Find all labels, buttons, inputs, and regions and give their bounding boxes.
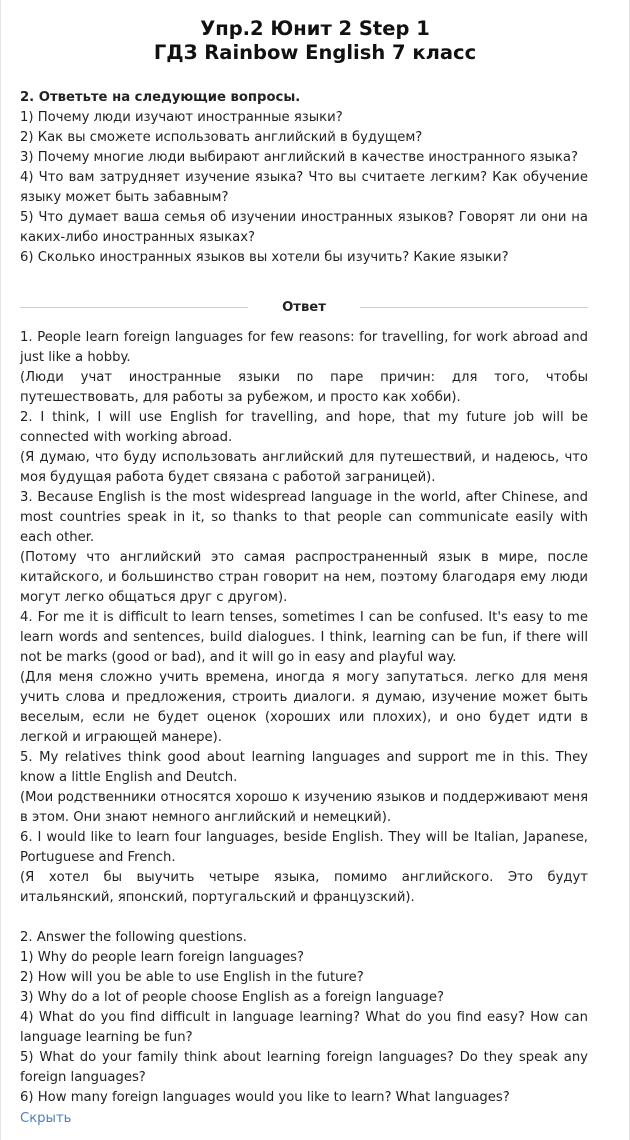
title-line-2: ГДЗ Rainbow English 7 класс xyxy=(153,41,477,64)
answer-translation: (Люди учат иностранные языки по паре причин: для того, чтобы путешествовать, для работы за рубежом, и просто как хобби). xyxy=(20,370,588,405)
question-ru-item: 5) Что думает ваша семья об изучении иностранных языков? Говорят ли они на каких-либо иностранных языках? xyxy=(20,210,588,245)
question-ru-item: 3) Почему многие люди выбирают английский в качестве иностранного языка? xyxy=(20,150,578,165)
answer-translation: (Мои родственники относятся хорошо к изучению языков и поддерживают меня в этом. Они знают немного английский и немецкий). xyxy=(20,790,588,825)
questions-ru-heading: 2. Ответьте на следующие вопросы. xyxy=(20,90,301,105)
question-ru-item: 4) Что вам затрудняет изучение языка? Что вы считаете легким? Как обучение языку может быть забавным? xyxy=(20,170,588,205)
question-ru-item: 1) Почему люди изучают иностранные языки? xyxy=(20,110,343,125)
question-en-item: 3) Why do a lot of people choose English as a foreign language? xyxy=(20,990,445,1005)
questions-ru-section xyxy=(20,88,588,268)
answer-translation: (Я хотел бы выучить четыре языка, помимо английского. Это будут итальянский, японский, португальский и французский). xyxy=(20,870,588,905)
answer-section xyxy=(20,328,588,908)
question-en-item: 6) How many foreign languages would you like to learn? What languages? xyxy=(20,1090,510,1105)
title-line-1: Упр.2 Юнит 2 Step 1 xyxy=(200,17,430,40)
question-en-item: 1) Why do people learn foreign languages? xyxy=(20,950,305,965)
answer-paragraph: 6. I would like to learn four languages, beside English. They will be Italian, Japanese, Portuguese and French. xyxy=(20,830,588,865)
answer-paragraph: 2. I think, I will use English for travelling, and hope, that my future job will be connected with working abroad. xyxy=(20,410,588,445)
question-en-item: 5) What do your family think about learning foreign languages? Do they speak any foreign languages? xyxy=(20,1050,588,1085)
answer-divider xyxy=(20,298,588,318)
questions-en-section xyxy=(20,928,588,1108)
answer-paragraph: 4. For me it is difficult to learn tenses, sometimes I can be confused. It's easy to me learn words and sentences, build dialogues. I think, learning can be fun, if there will not be marks (good or bad), and it will go in easy and playful way. xyxy=(20,610,588,665)
question-ru-item: 2) Как вы сможете использовать английский в будущем? xyxy=(20,130,423,145)
hide-link[interactable]: Скрыть xyxy=(20,1111,72,1126)
questions-en-heading: 2. Answer the following questions. xyxy=(20,930,247,945)
question-ru-item: 6) Сколько иностранных языков вы хотели бы изучить? Какие языки? xyxy=(20,250,509,265)
answer-paragraph: 1. People learn foreign languages for few reasons: for travelling, for work abroad and just like a hobby. xyxy=(20,330,588,365)
page-title xyxy=(1,17,629,65)
answer-heading: Ответ xyxy=(282,300,326,315)
question-en-item: 2) How will you be able to use English in the future? xyxy=(20,970,364,985)
divider-line-right xyxy=(360,307,588,308)
answer-paragraph: 5. My relatives think good about learning languages and support me in this. They know a little English and Deutch. xyxy=(20,750,588,785)
question-en-item: 4) What do you find difficult in language learning? What do you find easy? How can language learning be fun? xyxy=(20,1010,588,1045)
answer-translation: (Для меня сложно учить времена, иногда я могу запутаться. легко для меня учить слова и предложения, строить диалоги. я думаю, изучение может быть веселым, если не будет оценок (хороших или плохих), и оно будет идти в легкой и играющей манере). xyxy=(20,670,588,745)
answer-translation: (Я думаю, что буду использовать английский для путешествий, и надеюсь, что моя будущая работа будет связана с работой заграницей). xyxy=(20,450,588,485)
answer-paragraph: 3. Because English is the most widespread language in the world, after Chinese, and most countries speak in it, so thanks to that people can communicate easily with each other. xyxy=(20,490,588,545)
answer-translation: (Потому что английский это самая распространенный язык в мире, после китайского, и большинство стран говорит на нем, поэтому благодаря ему люди могут легко общаться друг с другом). xyxy=(20,550,588,605)
